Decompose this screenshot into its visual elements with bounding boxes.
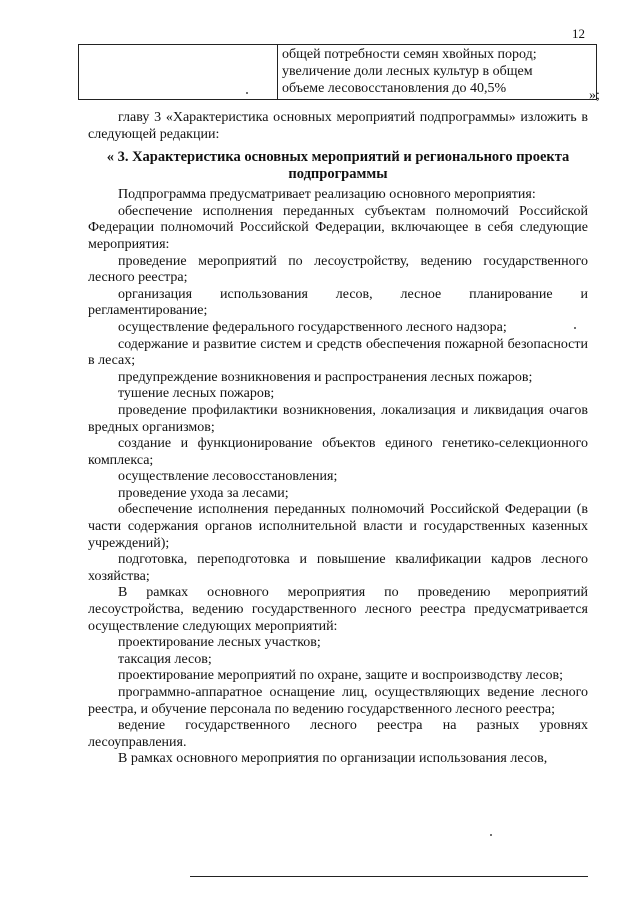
scan-speck <box>246 92 248 94</box>
paragraph: проектирование лесных участков; <box>118 635 321 651</box>
paragraph: обеспечение исполнения переданных субъектам полномочий Российской Федерации полномочий Российской Федерации, включающее в себя следующие мероприятия: <box>88 203 588 252</box>
paragraph: В рамках основного мероприятия по организации использования лесов, <box>118 751 548 767</box>
table-line: общей потребности семян хвойных пород; <box>282 47 537 62</box>
paragraph: Подпрограмма предусматривает реализацию основного мероприятия: <box>118 187 536 203</box>
paragraph: проведение профилактики возникновения, локализация и ликвидация очагов вредных организмов; <box>88 402 588 435</box>
paragraph: осуществление лесовосстановления; <box>118 469 338 485</box>
paragraph: обеспечение исполнения переданных полномочий Российской Федерации (в части содержания органов исполнительной власти и государственных казенных учреждений); <box>88 502 588 551</box>
continuation-table <box>78 44 597 100</box>
table-line: объеме лесовосстановления до 40,5% <box>282 81 507 96</box>
page-number: 12 <box>572 26 585 41</box>
paragraph: осуществление федерального государственного лесного надзора; <box>118 319 507 335</box>
table-right-cell <box>278 45 597 100</box>
intro-paragraph: главу 3 «Характеристика основных мероприятий подпрограммы» изложить в следующей редакции: <box>88 110 588 142</box>
paragraph: программно-аппаратное оснащение лиц, осуществляющих ведение лесного реестра, и обучение персонала по ведению государственного лесного реестра; <box>88 685 588 717</box>
closing-quote: »; <box>589 88 600 103</box>
paragraph: организация использования лесов, лесное планирование и регламентирование; <box>88 286 588 319</box>
paragraph: содержание и развитие систем и средств обеспечения пожарной безопасности в лесах; <box>88 336 588 369</box>
section-heading: « 3. Характеристика основных мероприятий и регионального проекта подпрограммы <box>106 149 570 183</box>
paragraph: таксация лесов; <box>118 651 212 667</box>
paragraph: проектирование мероприятий по охране, защите и воспроизводству лесов; <box>118 668 563 684</box>
table-line: увеличение доли лесных культур в общем <box>282 64 533 79</box>
scan-speck <box>574 327 576 329</box>
paragraph: проведение мероприятий по лесоустройству, ведению государственного лесного реестра; <box>88 253 588 286</box>
paragraph: ведение государственного лесного реестра на разных уровнях лесоуправления. <box>88 718 588 750</box>
paragraph: подготовка, переподготовка и повышение квалификации кадров лесного хозяйства; <box>88 552 588 584</box>
document-body <box>88 110 588 768</box>
paragraph: предупреждение возникновения и распространения лесных пожаров; <box>118 369 533 385</box>
footer-rule <box>190 876 588 877</box>
paragraph: тушение лесных пожаров; <box>118 386 275 402</box>
scan-speck <box>490 834 492 836</box>
paragraph: В рамках основного мероприятия по проведению мероприятий лесоустройства, ведению государственного лесного реестра предусматривается осуществление следующих мероприятий: <box>88 585 588 634</box>
paragraph: создание и функционирование объектов единого генетико-селекционного комплекса; <box>88 436 588 468</box>
paragraph: проведение ухода за лесами; <box>118 485 289 501</box>
